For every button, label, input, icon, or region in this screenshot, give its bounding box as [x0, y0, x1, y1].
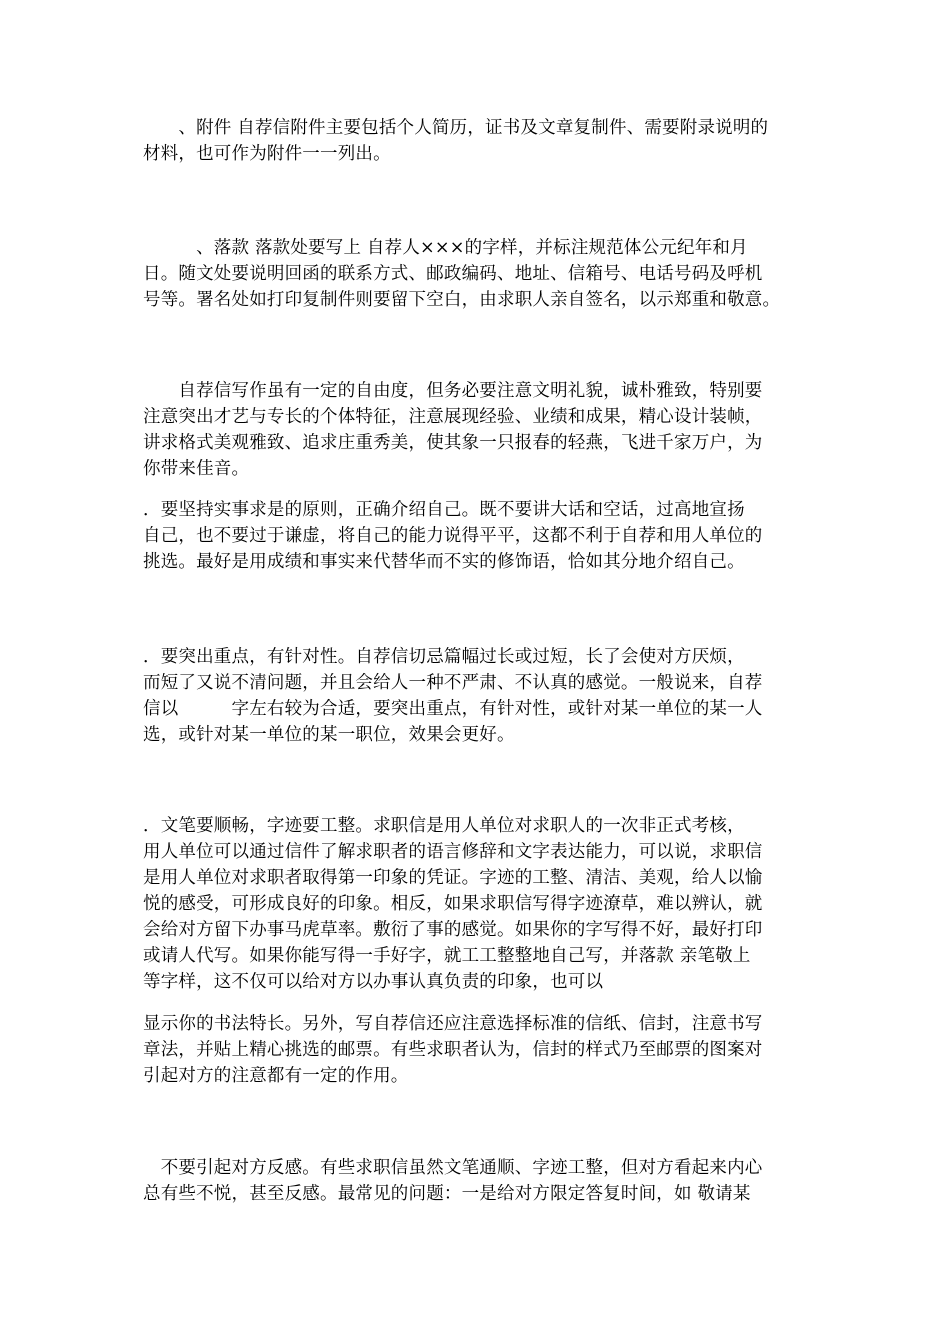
text-line: 自己，也不要过于谦虚，将自己的能力说得平平，这都不利于自荐和用人单位的 [143, 526, 763, 546]
text-line: 、落款 落款处要写上 自荐人×××的字样，并标注规范体公元纪年和月 [143, 238, 748, 258]
text-line: 选，或针对某一单位的某一职位，效果会更好。 [143, 725, 515, 745]
text-line: 章法，并贴上精心挑选的邮票。有些求职者认为，信封的样式乃至邮票的图案对 [143, 1040, 763, 1060]
text-line: 等字样，这不仅可以给对方以办事认真负责的印象，也可以 [143, 972, 604, 992]
text-line: ．要突出重点，有针对性。自荐信切忌篇幅过长或过短，长了会使对方厌烦， [143, 647, 745, 667]
text-line: 不要引起对方反感。有些求职信虽然文笔通顺、字迹工整，但对方看起来内心 [143, 1158, 763, 1178]
paragraph-truthful [143, 497, 813, 575]
text-line: 或请人代写。如果你能写得一手好字，就工工整整地自己写，并落款 亲笔敬上 [143, 946, 751, 966]
text-line: 悦的感受，可形成良好的印象。相反，如果求职信写得字迹潦草，难以辨认，就 [143, 894, 763, 914]
text-line: 挑选。最好是用成绩和事实来代替华而不实的修饰语，恰如其分地介绍自己。 [143, 552, 745, 572]
text-line: 、附件 自荐信附件主要包括个人简历，证书及文章复制件、需要附录说明的 [143, 118, 769, 138]
text-line: ．要坚持实事求是的原则，正确介绍自己。既不要讲大话和空话，过高地宣扬 [143, 500, 745, 520]
text-line: 日。随文处要说明回函的联系方式、邮政编码、地址、信箱号、电话号码及呼机 [143, 264, 763, 284]
text-line: 注意突出才艺与专长的个体特征，注意展现经验、业绩和成果，精心设计装帧， [143, 407, 763, 427]
text-line: 显示你的书法特长。另外，写自荐信还应注意选择标准的信纸、信封，注意书写 [143, 1014, 763, 1034]
text-line: 总有些不悦，甚至反感。最常见的问题：一是给对方限定答复时间，如 敬请某 [143, 1184, 751, 1204]
paragraph-focus [143, 644, 813, 748]
paragraph-writing [143, 813, 813, 995]
text-line: ．文笔要顺畅，字迹要工整。求职信是用人单位对求职人的一次非正式考核， [143, 816, 745, 836]
text-line: 讲求格式美观雅致、追求庄重秀美，使其象一只报春的轻燕，飞进千家万户，为 [143, 433, 763, 453]
text-line: 用人单位可以通过信件了解求职者的语言修辞和文字表达能力，可以说，求职信 [143, 842, 763, 862]
paragraph-freedom [143, 378, 813, 482]
text-line: 而短了又说不清问题，并且会给人一种不严肃、不认真的感觉。一般说来，自荐 [143, 673, 763, 693]
text-line: 会给对方留下办事马虎草率。敷衍了事的感觉。如果你的字写得不好，最好打印 [143, 920, 763, 940]
text-line: 材料，也可作为附件一一列出。 [143, 144, 391, 164]
paragraph-attachment [143, 115, 813, 167]
paragraph-signature [143, 235, 813, 313]
paragraph-offense [143, 1155, 813, 1207]
paragraph-calligraphy [143, 1011, 813, 1089]
text-line: 号等。署名处如打印复制件则要留下空白，由求职人亲自签名，以示郑重和敬意。 [143, 290, 781, 310]
text-line: 信以 字左右较为合适，要突出重点，有针对性，或针对某一单位的某一人 [143, 699, 763, 719]
text-line: 是用人单位对求职者取得第一印象的凭证。字迹的工整、清洁、美观，给人以愉 [143, 868, 763, 888]
text-line: 自荐信写作虽有一定的自由度，但务必要注意文明礼貌，诚朴雅致，特别要 [143, 381, 763, 401]
text-line: 你带来佳音。 [143, 459, 250, 479]
text-line: 引起对方的注意都有一定的作用。 [143, 1066, 409, 1086]
